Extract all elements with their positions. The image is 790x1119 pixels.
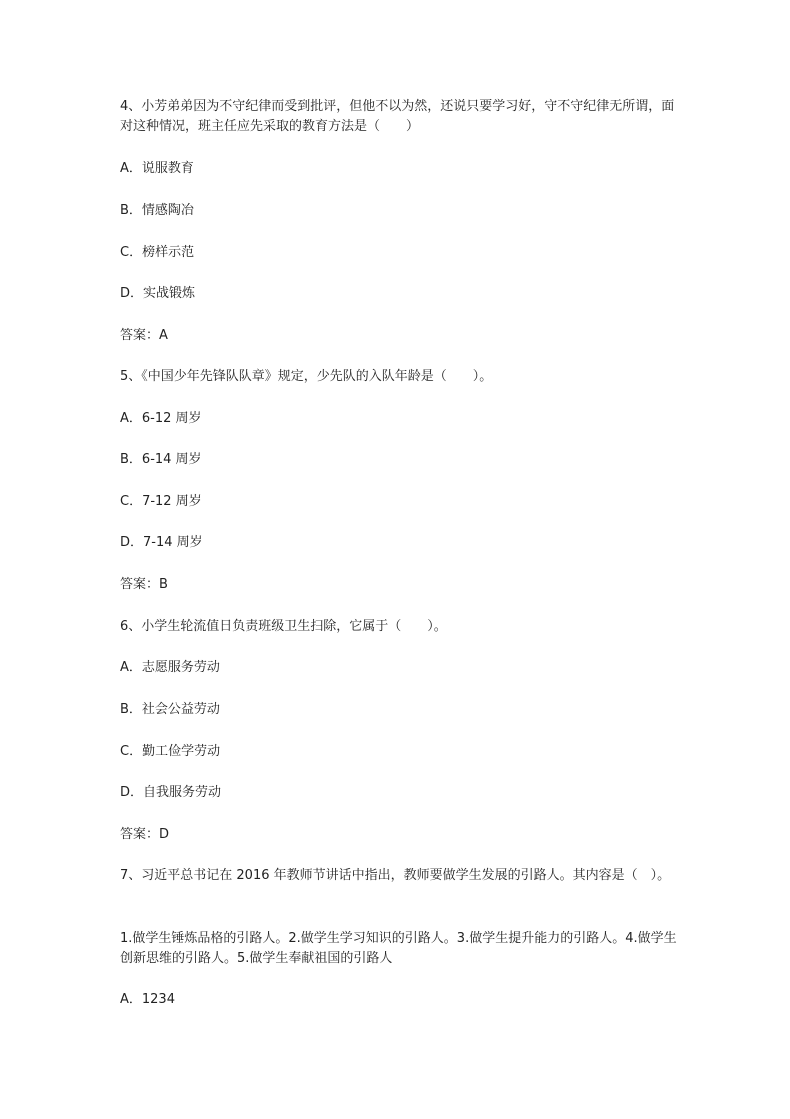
question-4-answer: 答案：A — [120, 328, 168, 343]
question-4-option-c: C．榜样示范 — [120, 245, 195, 260]
question-7-note: 1.做学生锤炼品格的引路人。2.做学生学习知识的引路人。3.做学生提升能力的引路人。4.做学生创新思维的引路人。5.做学生奉献祖国的引路人 — [120, 931, 677, 966]
question-5-option-a: A．6-12 周岁 — [120, 411, 202, 426]
question-4-option-a: A．说服教育 — [120, 161, 194, 176]
question-6-option-a: A．志愿服务劳动 — [120, 660, 220, 675]
question-6-stem: 6、小学生轮流值日负责班级卫生扫除，它属于（ ）。 — [120, 619, 447, 634]
question-6-option-c: C．勤工俭学劳动 — [120, 744, 221, 759]
question-5-answer: 答案：B — [120, 577, 168, 592]
question-5-option-b: B．6-14 周岁 — [120, 452, 202, 467]
question-6-option-b: B．社会公益劳动 — [120, 702, 220, 717]
question-5-option-d: D．7-14 周岁 — [120, 535, 203, 550]
question-7-option-a: A．1234 — [120, 992, 175, 1007]
question-5-option-c: C．7-12 周岁 — [120, 494, 202, 509]
question-7-stem: 7、习近平总书记在 2016 年教师节讲话中指出，教师要做学生发展的引路人。其内容是（ ）。 — [120, 868, 671, 883]
question-6-answer: 答案：D — [120, 827, 170, 842]
question-5-stem: 5、《中国少年先锋队队章》规定，少先队的入队年龄是（ ）。 — [120, 369, 493, 384]
question-4-stem: 4、小芳弟弟因为不守纪律而受到批评，但他不以为然，还说只要学习好，守不守纪律无所谓，面对这种情况，班主任应先采取的教育方法是（ ） — [120, 99, 675, 134]
question-4-option-d: D．实战锻炼 — [120, 286, 196, 301]
question-4-option-b: B．情感陶冶 — [120, 203, 194, 218]
question-6-option-d: D．自我服务劳动 — [120, 785, 222, 800]
